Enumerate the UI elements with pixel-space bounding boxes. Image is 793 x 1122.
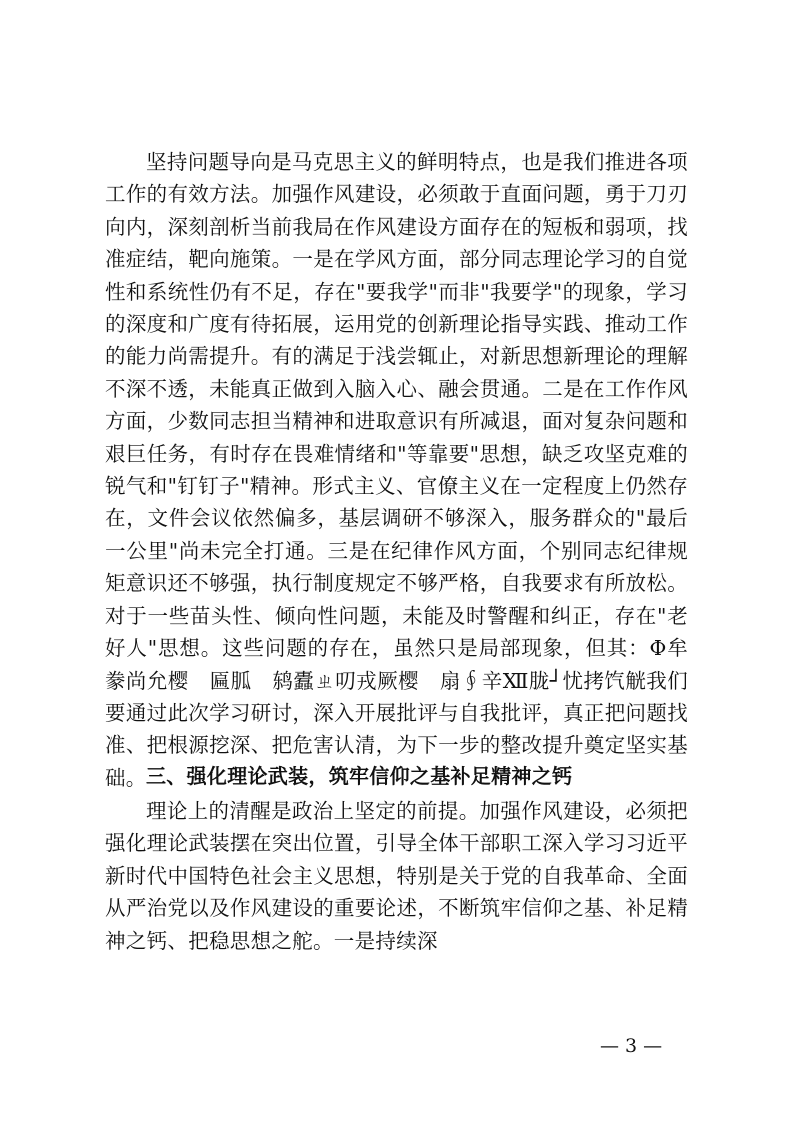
- page-number: — 3 —: [600, 1035, 663, 1057]
- body-paragraph-theory: 理论上的清醒是政治上坚定的前提。加强作风建设，必须把强化理论武装摆在突出位置，引导全体干部职工深入学习习近平新时代中国特色社会主义思想，特别是关于党的自我革命、全面从严治党以及作风建设的重要论述，不断筑牢信仰之基、补足精神之钙、把稳思想之舵。一是持续深: [105, 799, 688, 953]
- section-heading: 三、强化理论武装，筑牢信仰之基补足精神之钙: [146, 764, 573, 788]
- body-paragraph-problem-analysis: 坚持问题导向是马克思主义的鲜明特点，也是我们推进各项工作的有效方法。加强作风建设，必须敢于直面问题，勇于刀刃向内，深刻剖析当前我局在作风建设方面存在的短板和弱项，找准症结，靶向施策。一是在学风方面，部分同志理论学习的自觉性和系统性仍有不足，存在"要我学"而非"我要学"的现象，学习的深度和广度有待拓展，运用党的创新理论指导实践、推动工作的能力尚需提升。有的满足于浅尝辄止，对新思想新理论的理解不深不透，未能真正做到入脑入心、融会贯通。二是在工作作风方面，少数同志担当精神和进取意识有所减退，面对复杂问题和艰巨任务，有时存在畏难情绪和"等靠要"思想，缺乏攻坚克难的锐气和"钉钉子"精神。形式主义、官僚主义在一定程度上仍然存在，文件会议依然偏多，基层调研不够深入，服务群众的"最后一公里"尚未完全打通。三是在纪律作风方面，个别同志纪律规矩意识还不够强，执行制度规定不够严格，自我要求有所放松。对于一些苗头性、倾向性问题，未能及时警醒和纠正，存在"老好人"思想。这些问题的存在，虽然只是局部现象，但其：Φ牟豢尚允樱 匾胍 鸫蠹ㄓ叨戎厥樱 扇∮辛Ⅻ胧┘忧拷饩觥我们要通过此次学习研讨，深入开展批评与自我批评，真正把问题找准、把根源挖深、把危害认清，为下一步的整改提升奠定坚实基础。: [105, 150, 688, 790]
